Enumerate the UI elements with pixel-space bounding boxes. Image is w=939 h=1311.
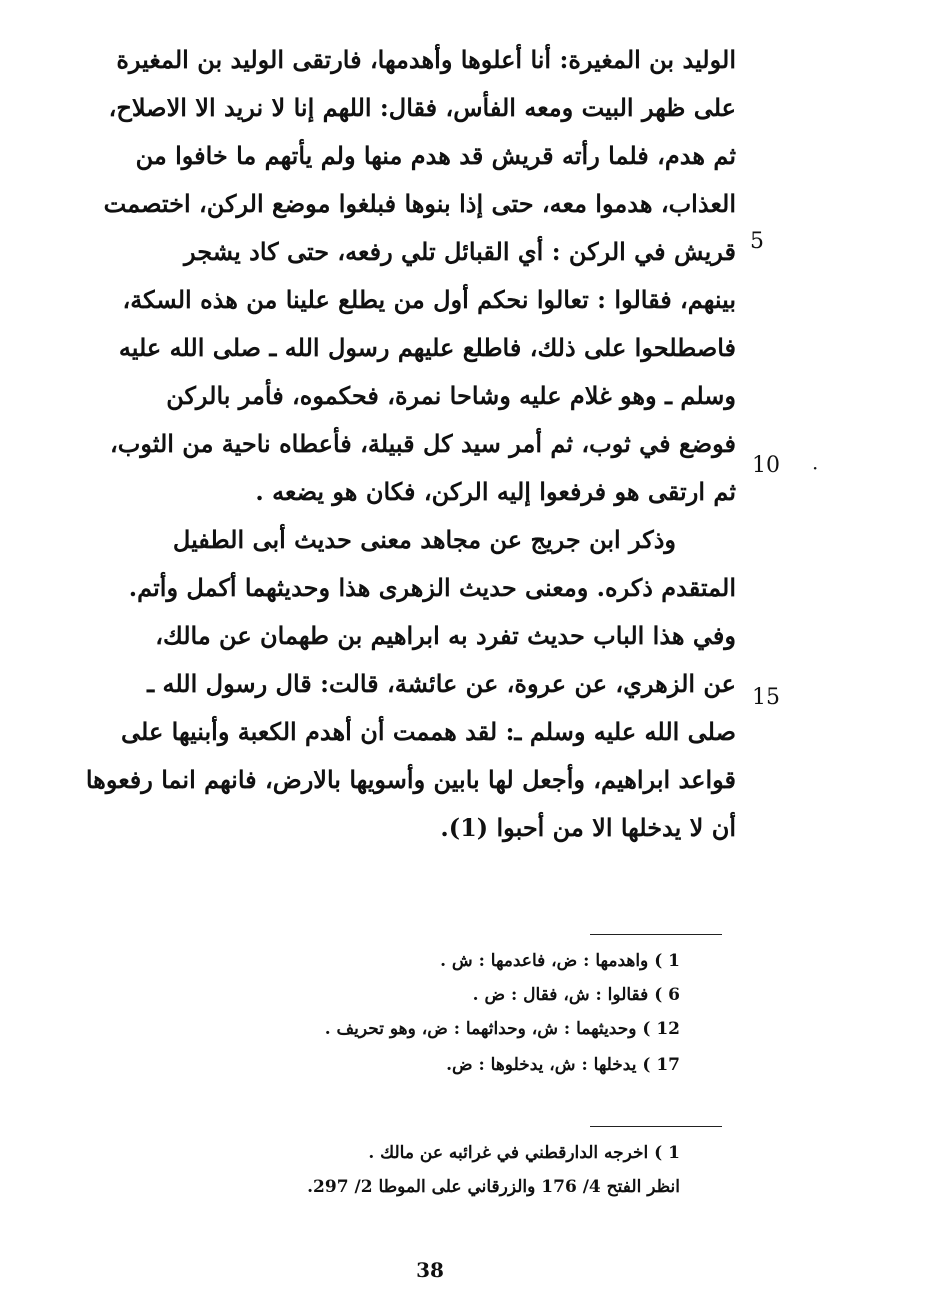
text-line-16: قواعد ابراهيم، وأجعل لها بابين وأسويها بالارض، فانهم انما رفعوها: [85, 765, 736, 794]
footnotes-separator: [590, 1126, 722, 1127]
text-line-13: وفي هذا الباب حديث تفرد به ابراهيم بن طهمان عن مالك،: [155, 621, 736, 650]
text-line-5: قريش في الركن : أي القبائل تلي رفعه، حتى كاد يشجر: [184, 237, 736, 266]
line-number-15: 15: [752, 685, 780, 710]
variant-note-2: 6 ) فقالوا : ش، فقال : ض .: [472, 985, 680, 1005]
text-line-8: وسلم ـ وهو غلام عليه وشاحا نمرة، فحكموه، فأمر بالركن: [166, 381, 736, 410]
variants-separator: [590, 934, 722, 935]
source-note-2: انظر الفتح 4/ 176 والزرقاني على الموطا 2/ 297.: [307, 1177, 680, 1197]
text-line-4: العذاب، هدموا معه، حتى إذا بنوها فبلغوا موضع الركن، اختصمت: [103, 189, 736, 218]
variant-note-4: 17 ) يدخلها : ش، يدخلوها : ض.: [446, 1055, 680, 1075]
text-line-17: أن لا يدخلها الا من أحبوا (1).: [440, 813, 736, 842]
page-number: 38: [416, 1258, 444, 1282]
source-note-1: 1 ) اخرجه الدارقطني في غرائبه عن مالك .: [368, 1143, 680, 1163]
variant-note-3: 12 ) وحديثهما : ش، وحداثهما : ض، وهو تحريف .: [324, 1019, 680, 1039]
text-line-9: فوضع في ثوب، ثم أمر سيد كل قبيلة، فأعطاه ناحية من الثوب،: [109, 429, 736, 458]
margin-dot: ·: [812, 456, 819, 480]
main-text: [85, 40, 736, 842]
text-line-3: ثم هدم، فلما رأته قريش قد هدم منها ولم يأتهم ما خافوا من: [135, 141, 736, 170]
line-number-10: 10: [752, 453, 780, 478]
line-number-5: 5: [750, 229, 764, 254]
text-line-10: ثم ارتقى هو فرفعوا إليه الركن، فكان هو يضعه .: [255, 477, 736, 506]
text-line-15: صلى الله عليه وسلم ـ: لقد هممت أن أهدم الكعبة وأبنيها على: [121, 717, 736, 746]
text-line-2: على ظهر البيت ومعه الفأس، فقال: اللهم إنا لا نريد الا الاصلاح،: [108, 93, 736, 122]
variant-note-1: 1 ) واهدمها : ض، فاعدمها : ش .: [440, 951, 680, 971]
text-line-14: عن الزهري، عن عروة، عن عائشة، قالت: قال رسول الله ـ: [147, 669, 736, 698]
text-line-6: بينهم، فقالوا : تعالوا نحكم أول من يطلع علينا من هذه السكة،: [122, 285, 736, 314]
text-line-7: فاصطلحوا على ذلك، فاطلع عليهم رسول الله ـ صلى الله عليه: [118, 333, 736, 362]
text-line-12: المتقدم ذكره. ومعنى حديث الزهرى هذا وحديثهما أكمل وأتم.: [128, 573, 736, 602]
text-line-1: الوليد بن المغيرة: أنا أعلوها وأهدمها، فارتقى الوليد بن المغيرة: [116, 45, 736, 74]
text-line-11: وذكر ابن جريج عن مجاهد معنى حديث أبى الطفيل: [172, 525, 676, 554]
